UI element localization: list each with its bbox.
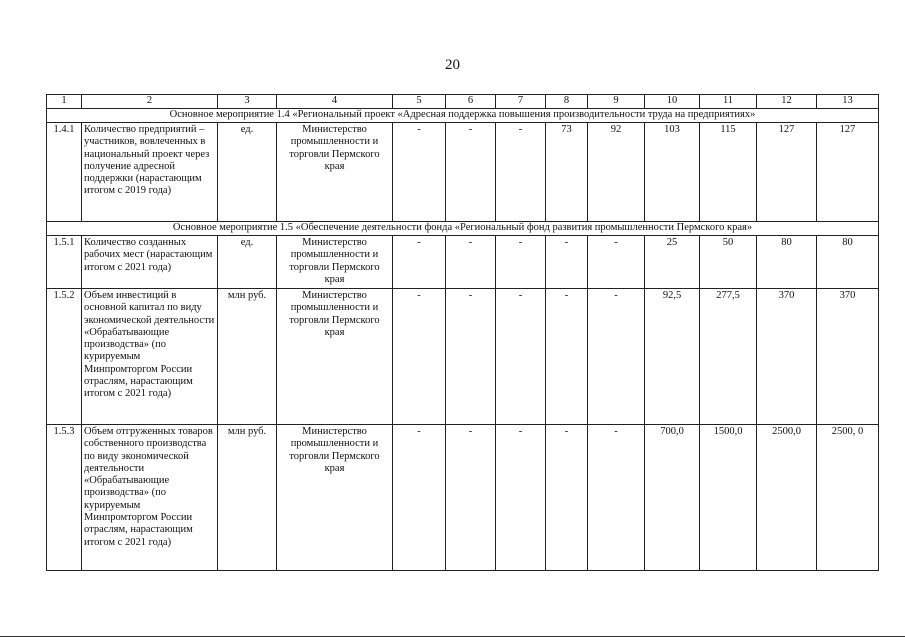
value-cell: - bbox=[446, 236, 496, 289]
row-code: 1.5.1 bbox=[47, 236, 82, 289]
page-edge-line bbox=[0, 636, 905, 637]
value-cell: - bbox=[546, 425, 588, 571]
value-cell: 80 bbox=[817, 236, 879, 289]
value-cell: 127 bbox=[817, 123, 879, 222]
value-cell: 50 bbox=[700, 236, 757, 289]
column-header: 9 bbox=[588, 95, 645, 109]
unit-cell: млн руб. bbox=[218, 425, 277, 571]
indicator-name: Объем инвестиций в основной капитал по виду экономической деятельности «Обрабатывающие производства» (по курируемым Минпромторгом России отраслям, нарастающим итогом с 2021 года) bbox=[82, 289, 218, 425]
column-header: 3 bbox=[218, 95, 277, 109]
value-cell: 73 bbox=[546, 123, 588, 222]
value-cell: - bbox=[588, 236, 645, 289]
column-header: 10 bbox=[645, 95, 700, 109]
column-header: 4 bbox=[277, 95, 393, 109]
value-cell: 92,5 bbox=[645, 289, 700, 425]
unit-cell: млн руб. bbox=[218, 289, 277, 425]
column-header: 12 bbox=[757, 95, 817, 109]
page-number: 20 bbox=[445, 57, 460, 73]
column-header: 1 bbox=[47, 95, 82, 109]
value-cell: 80 bbox=[757, 236, 817, 289]
indicators-table bbox=[46, 94, 879, 571]
column-header: 2 bbox=[82, 95, 218, 109]
table-row bbox=[47, 289, 879, 425]
value-cell: - bbox=[496, 123, 546, 222]
section-title: Основное мероприятие 1.5 «Обеспечение деятельности фонда «Региональный фонд развития промышленности Пермского края» bbox=[47, 222, 879, 236]
value-cell: - bbox=[393, 289, 446, 425]
table-row bbox=[47, 236, 879, 289]
column-header: 7 bbox=[496, 95, 546, 109]
indicator-name: Количество созданных рабочих мест (нарастающим итогом с 2021 года) bbox=[82, 236, 218, 289]
unit-cell: ед. bbox=[218, 123, 277, 222]
responsible-cell: Министерство промышленности и торговли Пермского края bbox=[277, 236, 393, 289]
column-header: 11 bbox=[700, 95, 757, 109]
unit-cell: ед. bbox=[218, 236, 277, 289]
responsible-cell: Министерство промышленности и торговли Пермского края bbox=[277, 123, 393, 222]
value-cell: - bbox=[393, 236, 446, 289]
column-header: 13 bbox=[817, 95, 879, 109]
value-cell: 115 bbox=[700, 123, 757, 222]
value-cell: 127 bbox=[757, 123, 817, 222]
header-row bbox=[47, 95, 879, 109]
value-cell: - bbox=[588, 289, 645, 425]
value-cell: 700,0 bbox=[645, 425, 700, 571]
value-cell: 92 bbox=[588, 123, 645, 222]
indicator-name: Объем отгруженных товаров собственного производства по виду экономической деятельности «Обрабатывающие производства» (по курируемым Минпромторгом России отраслям, нарастающим итогом с 2021 года) bbox=[82, 425, 218, 571]
value-cell: - bbox=[393, 123, 446, 222]
value-cell: 2500, 0 bbox=[817, 425, 879, 571]
column-header: 6 bbox=[446, 95, 496, 109]
row-code: 1.5.3 bbox=[47, 425, 82, 571]
column-header: 5 bbox=[393, 95, 446, 109]
value-cell: 2500,0 bbox=[757, 425, 817, 571]
value-cell: - bbox=[546, 236, 588, 289]
value-cell: - bbox=[393, 425, 446, 571]
value-cell: 277,5 bbox=[700, 289, 757, 425]
section-title: Основное мероприятие 1.4 «Региональный проект «Адресная поддержка повышения производительности труда на предприятиях» bbox=[47, 109, 879, 123]
column-header: 8 bbox=[546, 95, 588, 109]
value-cell: 103 bbox=[645, 123, 700, 222]
section-row bbox=[47, 109, 879, 123]
value-cell: - bbox=[588, 425, 645, 571]
value-cell: - bbox=[496, 289, 546, 425]
value-cell: 370 bbox=[817, 289, 879, 425]
value-cell: - bbox=[446, 425, 496, 571]
responsible-cell: Министерство промышленности и торговли Пермского края bbox=[277, 425, 393, 571]
section-row bbox=[47, 222, 879, 236]
row-code: 1.4.1 bbox=[47, 123, 82, 222]
value-cell: 370 bbox=[757, 289, 817, 425]
value-cell: 1500,0 bbox=[700, 425, 757, 571]
indicator-name: Количество предприятий – участников, вовлеченных в национальный проект через получение адресной поддержки (нарастающим итогом с 2019 года) bbox=[82, 123, 218, 222]
value-cell: - bbox=[546, 289, 588, 425]
value-cell: - bbox=[446, 123, 496, 222]
responsible-cell: Министерство промышленности и торговли Пермского края bbox=[277, 289, 393, 425]
value-cell: - bbox=[496, 425, 546, 571]
value-cell: 25 bbox=[645, 236, 700, 289]
table-row bbox=[47, 425, 879, 571]
row-code: 1.5.2 bbox=[47, 289, 82, 425]
value-cell: - bbox=[496, 236, 546, 289]
value-cell: - bbox=[446, 289, 496, 425]
table-row bbox=[47, 123, 879, 222]
